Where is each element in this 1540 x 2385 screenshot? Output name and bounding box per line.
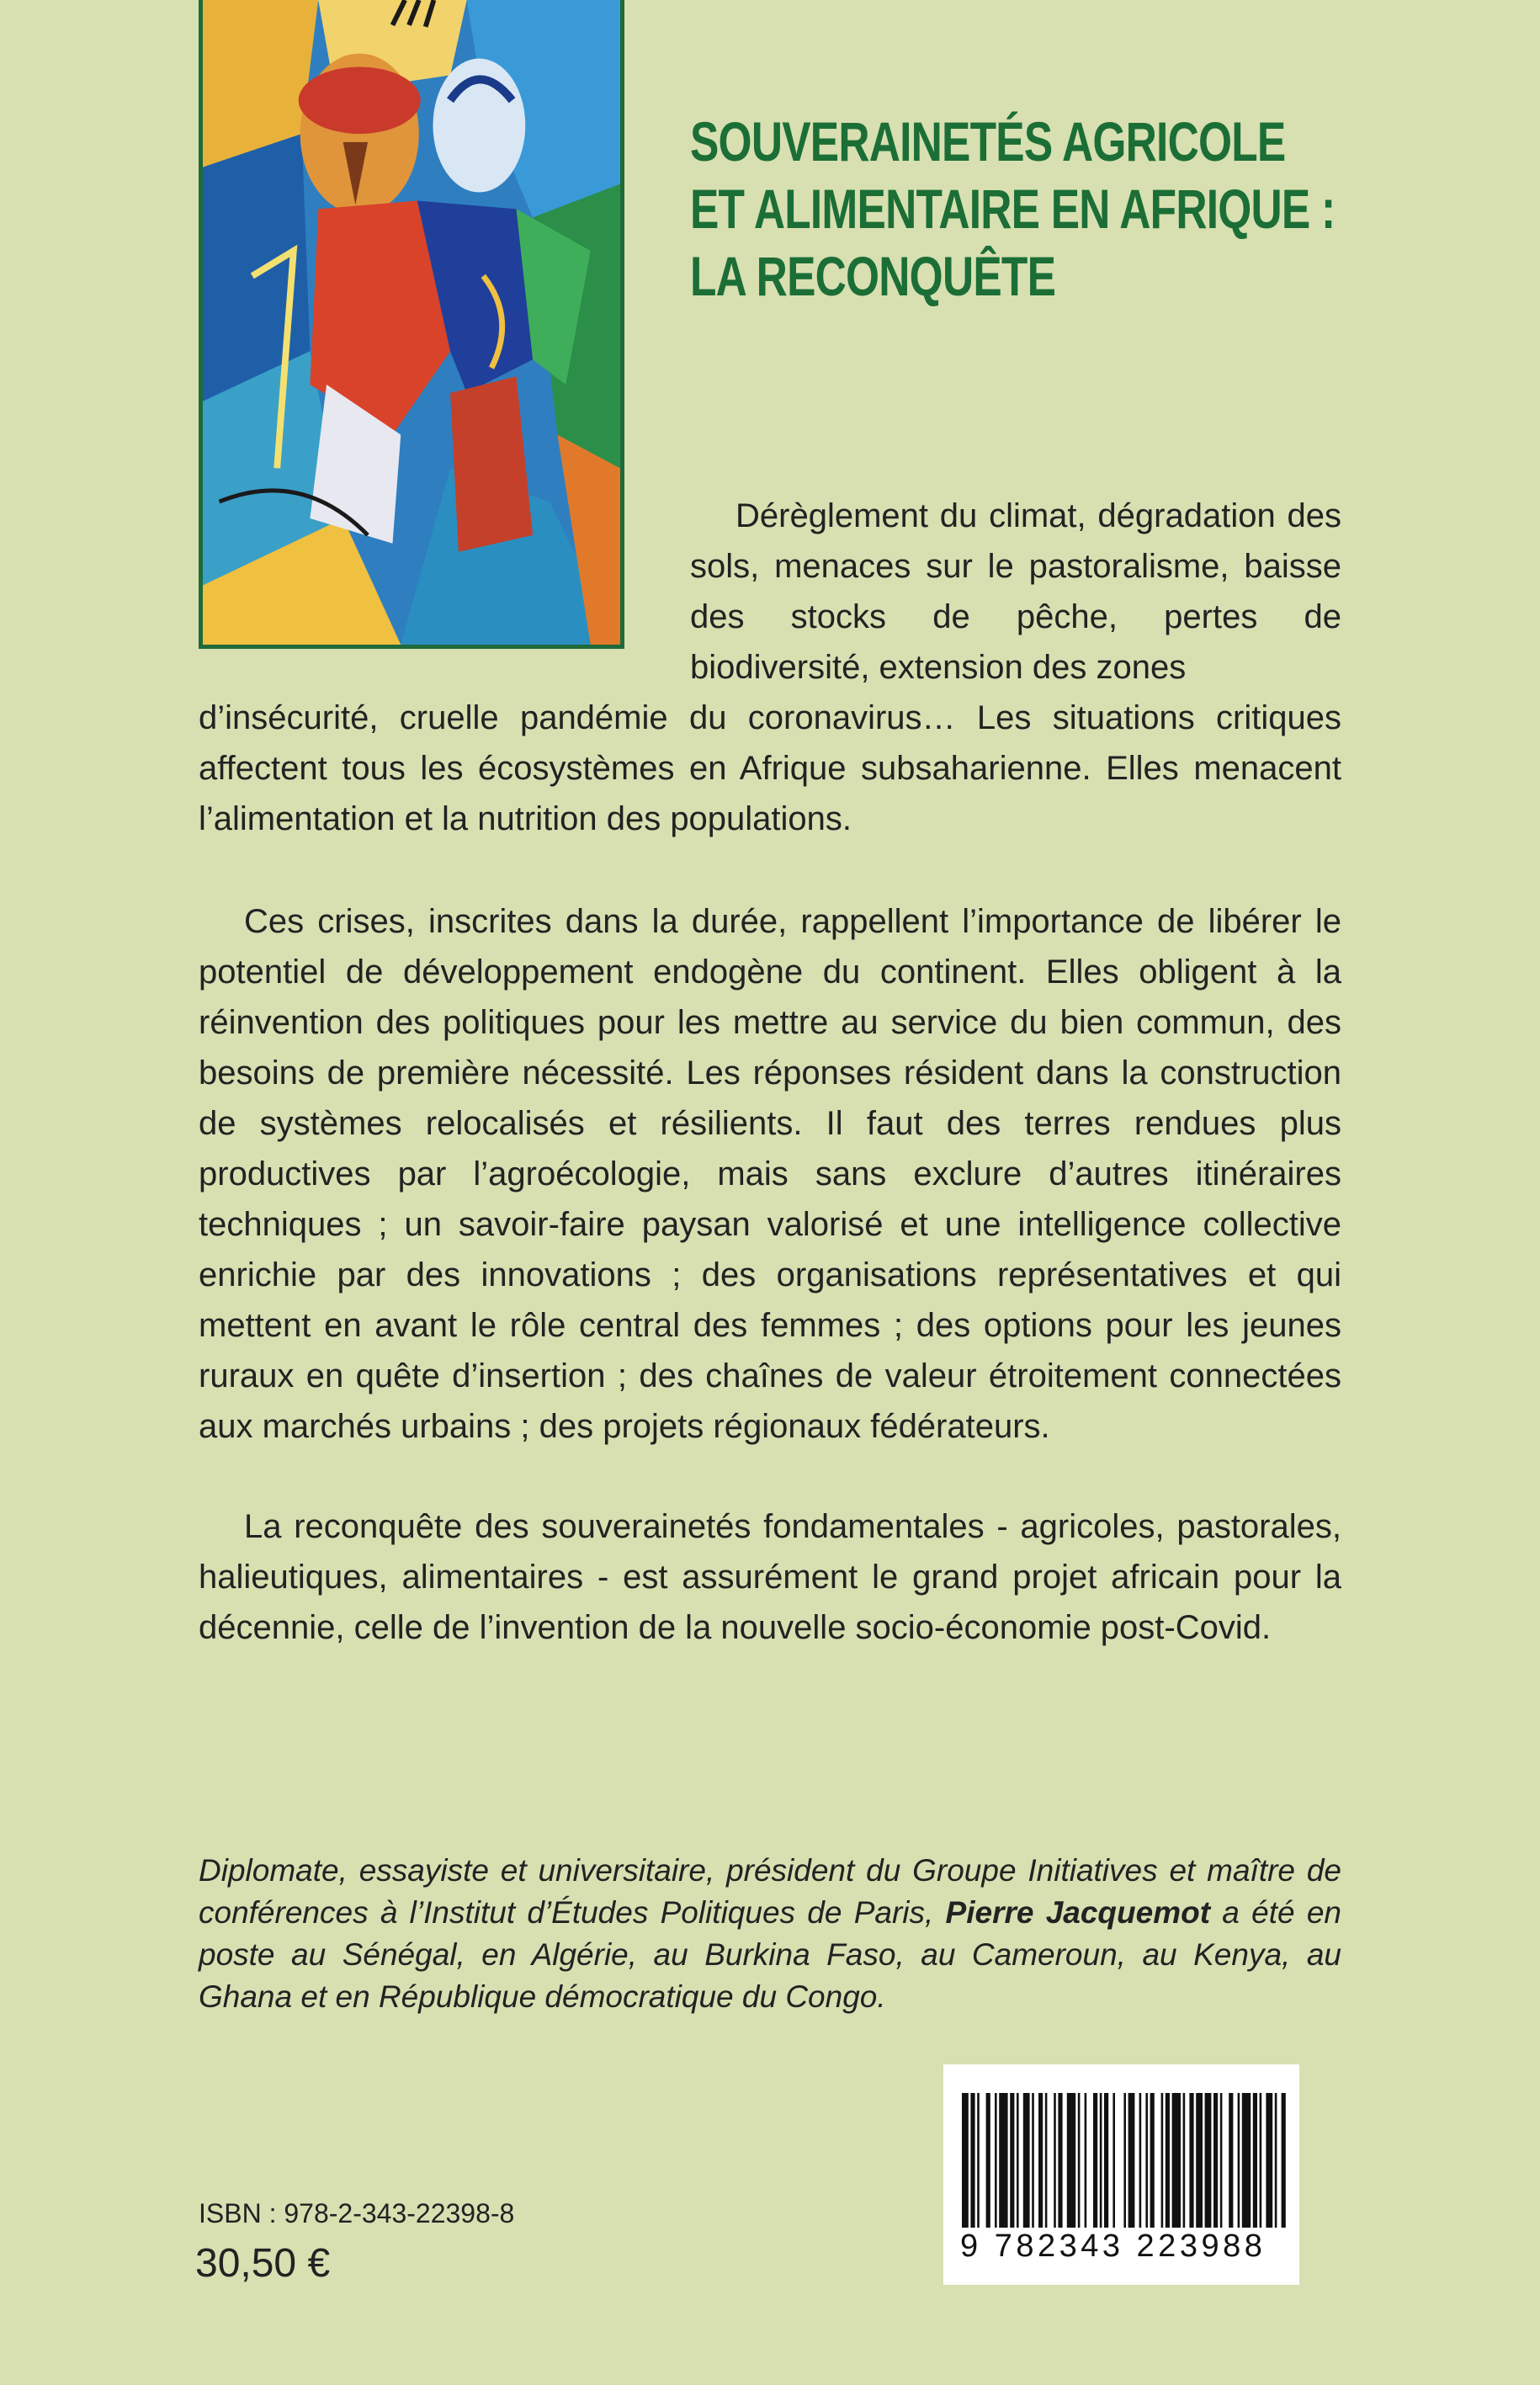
barcode-bar <box>1166 2093 1170 2228</box>
barcode-bar <box>986 2093 990 2228</box>
paragraph-1-part-2: d’insécurité, cruelle pandémie du coronavirus… Les situations critiques affectent tous les écosystèmes en Afrique subsaharienne. Elles menacent l’alimentation et la nutrition des populations. <box>199 699 1341 837</box>
paragraph-1-part-1: Dérèglement du climat, dégradation des sols, menaces sur le pastoralisme, baisse des stocks de pêche, pertes de biodiversité, extension des zones <box>690 497 1341 686</box>
barcode-bar <box>1205 2093 1212 2228</box>
barcode-bar <box>1253 2093 1257 2228</box>
barcode-bar <box>999 2093 1007 2228</box>
barcode-bar <box>1189 2093 1193 2228</box>
barcode-bar <box>1183 2093 1186 2228</box>
barcode-bar <box>1123 2093 1126 2228</box>
barcode-bar <box>1054 2093 1056 2228</box>
barcode-bar <box>1139 2093 1142 2228</box>
barcode-bar <box>962 2093 969 2228</box>
barcode-bar <box>1229 2093 1233 2228</box>
barcode-bar <box>1023 2093 1030 2228</box>
barcode-bar <box>1104 2093 1108 2228</box>
barcode-bar <box>1145 2093 1148 2228</box>
barcode-digits: 9 782343 223988 <box>960 2228 1267 2264</box>
title-line-2: ET ALIMENTAIRE EN AFRIQUE : <box>690 178 1336 240</box>
cover-painting <box>199 0 624 649</box>
paragraph-3: La reconquête des souverainetés fondamentales - agricoles, pastorales, halieutiques, alimentaires - est assurément le grand projet africain pour la décennie, celle de l’invention de la nouvelle socio-économie post-Covid. <box>199 1508 1341 1646</box>
title-line-1: SOUVERAINETÉS AGRICOLE <box>690 110 1286 173</box>
barcode-bar <box>1038 2093 1043 2228</box>
barcode-bar <box>977 2093 980 2228</box>
book-title <box>690 108 1336 310</box>
barcode-bar <box>1010 2093 1014 2228</box>
barcode-bar <box>1172 2093 1181 2228</box>
barcode-bar <box>1032 2093 1034 2228</box>
barcode-bar <box>995 2093 997 2228</box>
isbn: ISBN : 978-2-343-22398-8 <box>199 2198 515 2228</box>
barcode-bar <box>1085 2093 1087 2228</box>
bio-text-before: Diplomate, essayiste et universitaire, président du Groupe Initiatives et maître de conférences à l’Institut d’Études Politiques de Paris, <box>199 1853 1341 1930</box>
barcode-bar <box>1058 2093 1062 2228</box>
barcode-bar <box>1275 2093 1277 2228</box>
barcode-bar <box>970 2093 974 2228</box>
paragraph-2: Ces crises, inscrites dans la durée, rappellent l’importance de libérer le potentiel de développement endogène du continent. Elles obligent à la réinvention des politiques pour les mettre au service du bien commun, des besoins de première nécessité. Les réponses résident dans la construction de systèmes relocalisés et résilients. Il faut des terres rendues plus productives par l’agroécologie, mais sans exclure d’autres itinéraires techniques ; un savoir-faire paysan valorisé et une intelligence collective enrichie par des innovations ; des organisations représentatives et qui mettent en avant le rôle central des femmes ; des options pour les jeunes ruraux en quête d’insertion ; des chaînes de valeur étroitement connectées aux marchés urbains ; des projets régionaux fédérateurs. <box>199 903 1341 1445</box>
barcode-bar <box>1128 2093 1135 2228</box>
barcode-bar <box>1150 2093 1155 2228</box>
barcode-bar <box>1220 2093 1223 2228</box>
barcode-bar <box>1100 2093 1102 2228</box>
barcode <box>943 2064 1299 2285</box>
bio-text-after: a été en poste au Sénégal, en Algérie, au Burkina Faso, au Cameroun, au Kenya, au Ghana et en République démocratique du Congo. <box>199 1895 1341 2014</box>
barcode-bar <box>1266 2093 1272 2228</box>
barcode-bar <box>1078 2093 1081 2228</box>
barcode-bar <box>1161 2093 1164 2228</box>
barcode-bar <box>1093 2093 1097 2228</box>
price: 30,50 € <box>195 2241 331 2286</box>
barcode-bar <box>1242 2093 1251 2228</box>
title-line-3: LA RECONQUÊTE <box>690 245 1056 307</box>
barcode-bar <box>1238 2093 1240 2228</box>
barcode-bar <box>1282 2093 1286 2228</box>
barcode-bars <box>955 2093 1288 2228</box>
barcode-bar <box>1196 2093 1203 2228</box>
barcode-bar <box>1045 2093 1048 2228</box>
barcode-bar <box>1017 2093 1019 2228</box>
barcode-bar <box>1067 2093 1075 2228</box>
author-bio <box>199 1850 1341 2018</box>
barcode-bar <box>1113 2093 1115 2228</box>
author-name: Pierre Jacquemot <box>945 1895 1211 1930</box>
barcode-bar <box>1260 2093 1262 2228</box>
painting-illustration <box>203 0 620 645</box>
barcode-bar <box>1213 2093 1218 2228</box>
